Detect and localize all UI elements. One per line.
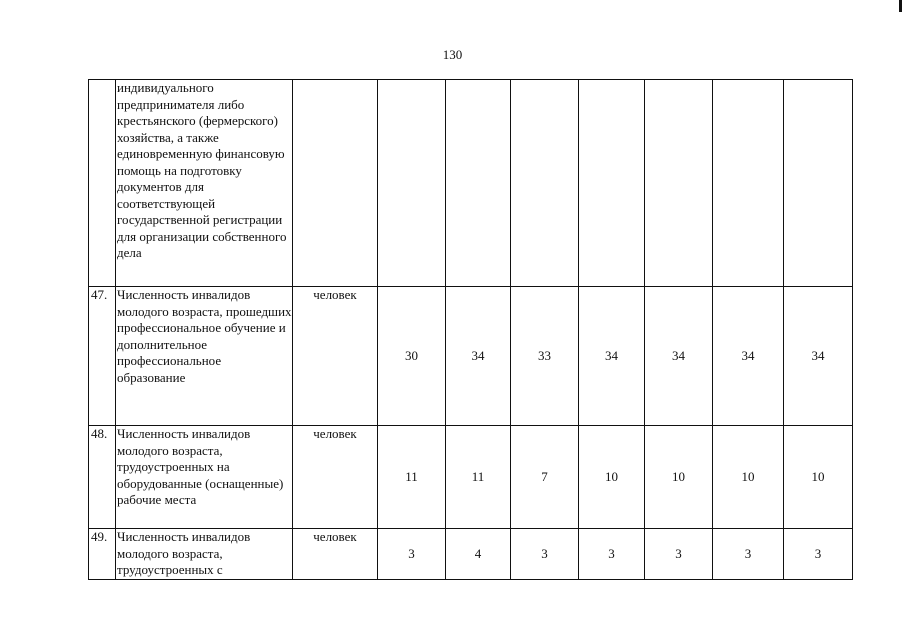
table-row [89,426,853,529]
value-cell: 34 [713,287,784,426]
scan-edge-mark [899,0,902,12]
value-cell: 3 [378,529,446,580]
page-number: 130 [442,47,463,62]
value-cell: 34 [784,287,853,426]
value-cell: 10 [579,426,645,529]
value-cell [645,80,713,287]
value-cell: 34 [645,287,713,426]
unit-cell: человек [293,426,378,529]
value-cell: 4 [446,529,511,580]
value-cell: 34 [579,287,645,426]
table-row [89,529,853,580]
value-cell [784,80,853,287]
indicator-name: индивидуального предпринимателя либо крестьянского (фермерского) хозяйства, а также единовременную финансовую помощь на подготовку документов для соответствующей государственной регистрации для организации собственного дела [116,80,293,287]
value-cell: 3 [579,529,645,580]
row-number: 48. [89,426,116,529]
value-cell: 7 [511,426,579,529]
value-cell [713,80,784,287]
value-cell: 3 [784,529,853,580]
row-number [89,80,116,287]
value-cell: 3 [713,529,784,580]
value-cell: 3 [645,529,713,580]
table-row [89,287,853,426]
value-cell [579,80,645,287]
unit-cell: человек [293,287,378,426]
value-cell: 30 [378,287,446,426]
indicator-name: Численность инвалидов молодого возраста, трудоустроенных на оборудованные (оснащенные) рабочие места [116,426,293,529]
indicators-table [88,79,853,580]
value-cell: 3 [511,529,579,580]
indicator-name: Численность инвалидов молодого возраста, трудоустроенных с [116,529,293,580]
unit-cell [293,80,378,287]
row-number: 47. [89,287,116,426]
value-cell [511,80,579,287]
value-cell: 10 [645,426,713,529]
value-cell [446,80,511,287]
unit-cell: человек [293,529,378,580]
value-cell: 11 [378,426,446,529]
indicator-name: Численность инвалидов молодого возраста, прошедших профессиональное обучение и дополнительное профессиональное образование [116,287,293,426]
value-cell [378,80,446,287]
value-cell: 34 [446,287,511,426]
value-cell: 10 [784,426,853,529]
value-cell: 10 [713,426,784,529]
row-number: 49. [89,529,116,580]
value-cell: 11 [446,426,511,529]
value-cell: 33 [511,287,579,426]
table-row [89,80,853,287]
